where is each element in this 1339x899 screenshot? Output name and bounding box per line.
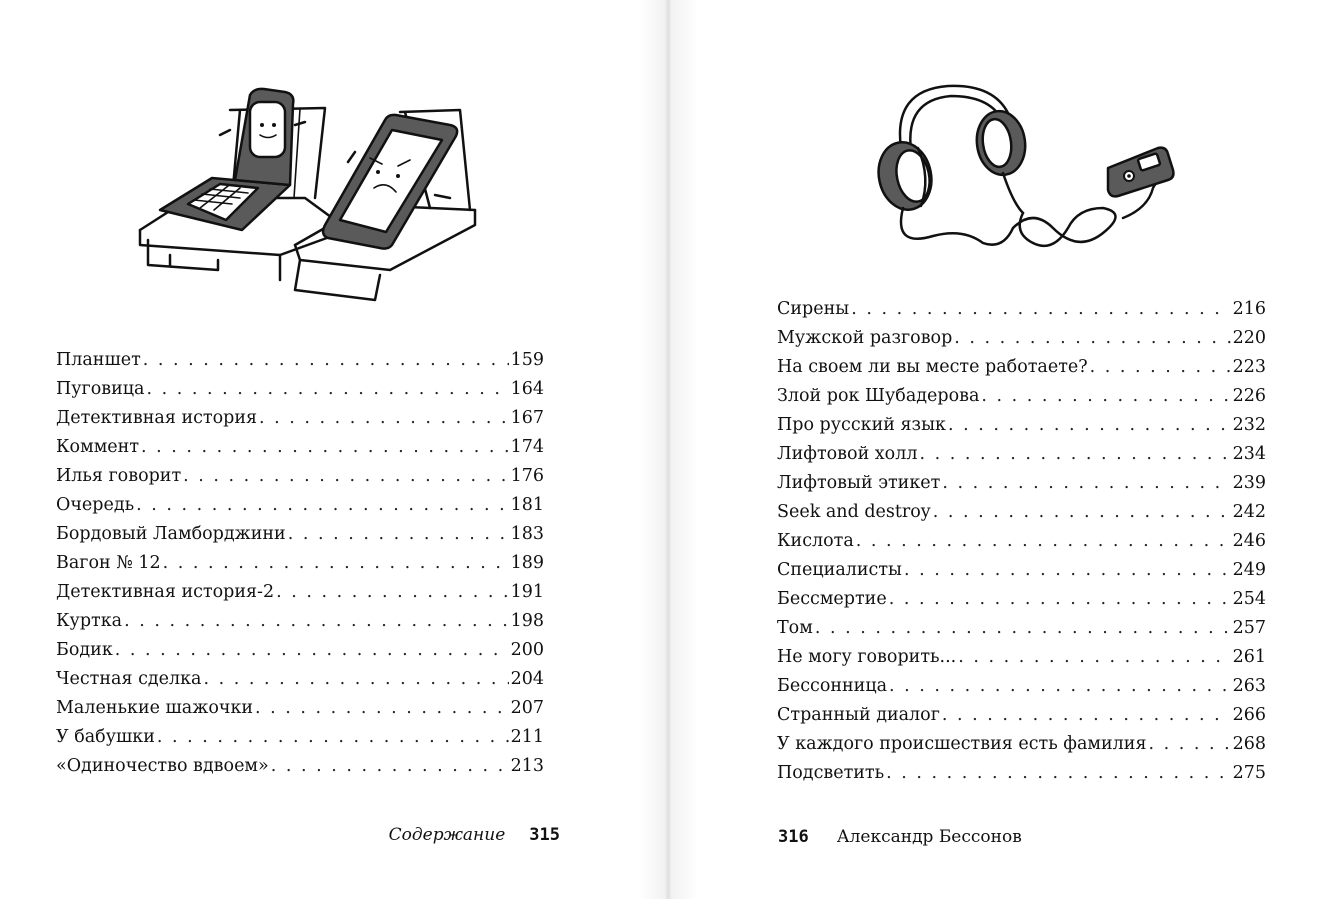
- toc-title: Маленькие шажочки: [56, 698, 254, 718]
- toc-entry[interactable]: [56, 665, 544, 694]
- toc-page: 207: [510, 698, 544, 718]
- leader-dots: [288, 520, 509, 549]
- toc-entry[interactable]: [56, 433, 544, 462]
- toc-entry[interactable]: [777, 411, 1266, 440]
- toc-page: 191: [510, 582, 544, 602]
- toc-entry[interactable]: [777, 527, 1266, 556]
- toc-title: Seek and destroy: [777, 502, 931, 522]
- toc-page: 189: [510, 553, 544, 573]
- headphones-illustration: [873, 78, 1183, 258]
- leader-dots: [1090, 353, 1231, 382]
- leader-dots: [157, 723, 509, 752]
- toc-title: Бордовый Ламборджини: [56, 524, 286, 544]
- leader-dots: [271, 752, 509, 781]
- toc-title: Илья говорит: [56, 466, 182, 486]
- toc-title: Про русский язык: [777, 415, 946, 435]
- leader-dots: [143, 346, 509, 375]
- toc-page: 213: [510, 756, 544, 776]
- page-number: 315: [529, 825, 560, 845]
- toc-entry[interactable]: [777, 295, 1266, 324]
- toc-entry[interactable]: [56, 752, 544, 781]
- leader-dots: [115, 636, 509, 665]
- leader-dots: [124, 607, 508, 636]
- toc-title: Странный диалог: [777, 705, 940, 725]
- leader-dots: [1149, 730, 1231, 759]
- leader-dots: [276, 578, 509, 607]
- leader-dots: [856, 527, 1231, 556]
- toc-page: 232: [1232, 415, 1266, 435]
- toc-page: 226: [1232, 386, 1266, 406]
- toc-page: 263: [1232, 676, 1266, 696]
- toc-entry[interactable]: [777, 382, 1266, 411]
- leader-dots: [255, 694, 509, 723]
- toc-page: 198: [510, 611, 544, 631]
- toc-page: 211: [510, 727, 544, 747]
- toc-page: 167: [510, 408, 544, 428]
- toc-title: Лифтовый этикет: [777, 473, 941, 493]
- toc-page: 266: [1232, 705, 1266, 725]
- toc-title: Детективная история-2: [56, 582, 275, 602]
- toc-entry[interactable]: [56, 375, 544, 404]
- leader-dots: [889, 585, 1231, 614]
- toc-page: 216: [1232, 299, 1266, 319]
- toc-page: 159: [510, 350, 544, 370]
- leader-dots: [958, 643, 1230, 672]
- leader-dots: [948, 411, 1231, 440]
- toc-entry[interactable]: [56, 578, 544, 607]
- toc-title: Кислота: [777, 531, 854, 551]
- toc-page: 183: [510, 524, 544, 544]
- toc-page: 181: [510, 495, 544, 515]
- toc-page: 174: [510, 437, 544, 457]
- section-title: Содержание: [388, 825, 506, 845]
- leader-dots: [886, 759, 1230, 788]
- leader-dots: [259, 404, 509, 433]
- toc-entry[interactable]: [777, 324, 1266, 353]
- toc-title: Бессмертие: [777, 589, 887, 609]
- toc-page: 200: [510, 640, 544, 660]
- toc-page: 164: [510, 379, 544, 399]
- toc-page: 246: [1232, 531, 1266, 551]
- toc-title: Сирены: [777, 299, 850, 319]
- toc-entry[interactable]: [777, 440, 1266, 469]
- toc-entry[interactable]: [56, 346, 544, 375]
- toc-title: Том: [777, 618, 813, 638]
- toc-entry[interactable]: [777, 614, 1266, 643]
- running-footer-left: [389, 825, 560, 845]
- toc-entry[interactable]: [56, 636, 544, 665]
- leader-dots: [919, 440, 1230, 469]
- toc-entry[interactable]: [56, 520, 544, 549]
- toc-entry[interactable]: [777, 353, 1266, 382]
- toc-entry[interactable]: [56, 607, 544, 636]
- toc-title: Мужской разговор: [777, 328, 953, 348]
- toc-title: Детективная история: [56, 408, 258, 428]
- toc-page: 257: [1232, 618, 1266, 638]
- toc-page: 261: [1232, 647, 1266, 667]
- toc-page: 275: [1232, 763, 1266, 783]
- leader-dots: [933, 498, 1231, 527]
- leader-dots: [942, 701, 1231, 730]
- leader-dots: [136, 491, 508, 520]
- leader-dots: [183, 462, 508, 491]
- toc-entry[interactable]: [777, 730, 1266, 759]
- toc-title: Не могу говорить...: [777, 647, 957, 667]
- toc-title: «Одиночество вдвоем»: [56, 756, 269, 776]
- toc-title: Планшет: [56, 350, 141, 370]
- toc-title: Злой рок Шубадерова: [777, 386, 980, 406]
- toc-title: На своем ли вы месте работаете?: [777, 357, 1088, 377]
- toc-title: Лифтовой холл: [777, 444, 918, 464]
- toc-entry[interactable]: [777, 469, 1266, 498]
- toc-entry[interactable]: [56, 404, 544, 433]
- toc-list-left: [56, 346, 544, 781]
- leader-dots: [141, 433, 509, 462]
- toc-page: 249: [1232, 560, 1266, 580]
- leader-dots: [204, 665, 509, 694]
- toc-title: Честная сделка: [56, 669, 202, 689]
- leader-dots: [981, 382, 1230, 411]
- toc-page: 268: [1232, 734, 1266, 754]
- page-number: 316: [778, 827, 809, 847]
- toc-page: 254: [1232, 589, 1266, 609]
- toc-title: Вагон № 12: [56, 553, 161, 573]
- toc-title: Специалисты: [777, 560, 902, 580]
- toc-list-right: [777, 295, 1266, 788]
- toc-entry[interactable]: [56, 694, 544, 723]
- toc-page: 223: [1232, 357, 1266, 377]
- toc-page: 234: [1232, 444, 1266, 464]
- toc-page: 242: [1232, 502, 1266, 522]
- toc-title: Бодик: [56, 640, 113, 660]
- toc-entry[interactable]: [56, 491, 544, 520]
- toc-entry[interactable]: [56, 549, 544, 578]
- toc-title: Подсветить: [777, 763, 885, 783]
- leader-dots: [815, 614, 1231, 643]
- toc-title: У бабушки: [56, 727, 155, 747]
- toc-entry[interactable]: [777, 585, 1266, 614]
- sunbed-phones-illustration: [130, 80, 490, 305]
- leader-dots: [146, 375, 508, 404]
- leader-dots: [851, 295, 1230, 324]
- toc-title: Очередь: [56, 495, 135, 515]
- running-footer-right: [778, 827, 1022, 847]
- leader-dots: [889, 672, 1231, 701]
- toc-entry[interactable]: [777, 672, 1266, 701]
- toc-page: 204: [510, 669, 544, 689]
- toc-entry[interactable]: [777, 701, 1266, 730]
- toc-page: 239: [1232, 473, 1266, 493]
- toc-title: У каждого происшествия есть фамилия: [777, 734, 1147, 754]
- toc-entry[interactable]: [777, 556, 1266, 585]
- toc-title: Бессонница: [777, 676, 888, 696]
- leader-dots: [163, 549, 509, 578]
- toc-title: Куртка: [56, 611, 123, 631]
- toc-title: Коммент: [56, 437, 140, 457]
- left-page: [0, 0, 668, 899]
- leader-dots: [942, 469, 1230, 498]
- toc-entry[interactable]: [777, 643, 1266, 672]
- toc-entry[interactable]: [56, 723, 544, 752]
- leader-dots: [904, 556, 1231, 585]
- author-name: Александр Бессонов: [836, 827, 1022, 847]
- toc-page: 220: [1232, 328, 1266, 348]
- toc-page: 176: [510, 466, 544, 486]
- toc-entry[interactable]: [56, 462, 544, 491]
- toc-entry[interactable]: [777, 759, 1266, 788]
- toc-entry[interactable]: [777, 498, 1266, 527]
- toc-title: Пуговица: [56, 379, 145, 399]
- leader-dots: [954, 324, 1230, 353]
- right-page: [668, 0, 1339, 899]
